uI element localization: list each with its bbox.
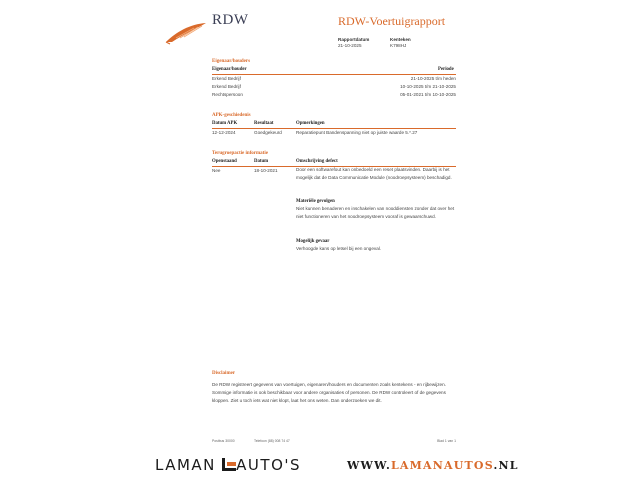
website-suffix: .NL: [493, 459, 519, 472]
apk-section-title: APK-geschiedenis: [212, 113, 251, 118]
kenteken-value: K798HJ: [390, 43, 407, 48]
rapportdatum-value: 21-10-2025: [338, 43, 362, 48]
footer-postbus: Postbus 30000: [212, 439, 235, 443]
owner-row-2-owner: Erkend Bedrijf: [212, 84, 241, 89]
owners-divider: [212, 74, 456, 75]
dealer-name-left: LAMAN: [155, 456, 216, 474]
rapportdatum-label: Rapportdatum: [338, 37, 370, 42]
apk-row-date: 12-12-2024: [212, 130, 236, 135]
rdw-logo-icon: [164, 20, 208, 46]
website-prefix: WWW.: [347, 459, 391, 472]
footer-page: Blad 1 van 1: [437, 439, 456, 443]
owner-row-2-period: 10-10-2025 t/m 21-10-2025: [400, 84, 456, 89]
owners-section-title: Eigenaar/houders: [212, 59, 251, 64]
kenteken-label: Kenteken: [390, 37, 411, 42]
dealer-logo: [155, 456, 301, 474]
apk-col-date: Datum APK: [212, 121, 238, 126]
recall-section-title: Terugroepactie informatie: [212, 151, 268, 156]
recall-damage-title: Materiële gevolgen: [296, 199, 335, 204]
apk-divider: [212, 128, 456, 129]
owners-col-owner: Eigenaar/houder: [212, 67, 247, 72]
apk-row-result: Goedgekeurd: [254, 130, 282, 135]
owner-row-1-period: 21-10-2025 t/m heden: [410, 76, 456, 81]
dealer-banner: [0, 448, 640, 480]
website-name: LAMANAUTOS: [390, 459, 494, 472]
brand-name: RDW: [212, 12, 249, 28]
apk-row-remarks: Reparatiepunt Bandenspanning niet op juiste waarde 5.*.27: [296, 130, 418, 135]
recall-description: Door een softwarefout kan onbedoeld een reset plaatsvinden. Daarbij is het mogelijk dat de Data Communicatie Module (noodroepsysteem) beschadigd.: [296, 167, 452, 180]
recall-danger-text: Verhoogde kans op letsel bij een ongeval.: [296, 246, 382, 251]
recall-date-value: 18-10-2021: [254, 168, 278, 173]
recall-damage-text: Niet kunnen benaderen en inschakelen van nooddiensten zonder dat over het niet functioneren van het noodroepsysteem vooraf is gewaarschuwd.: [296, 206, 455, 219]
recall-col-open: Openstaand: [212, 159, 237, 164]
owner-row-1-owner: Erkend Bedrijf: [212, 76, 241, 81]
recall-col-date: Datum: [254, 159, 269, 164]
dealer-logo-mark-icon: [222, 458, 236, 471]
disclaimer-text: De RDW registreert gegevens van voertuigen, eigenaren/houders en documenten zoals kentekens - en rijbewijzen. Sommige informatie is ook beschikbaar voor andere organisaties of personen. De RDW controleert of de gegevens kloppen. Ziet u toch iets wat niet klopt, laat het ons weten. Dan onderzoeken we dit.: [212, 382, 446, 403]
recall-open-value: Nee: [212, 168, 221, 173]
apk-col-remarks: Opmerkingen: [296, 121, 325, 126]
doc-title: RDW-Voertuigrapport: [338, 14, 446, 28]
recall-danger-title: Mogelijk gevaar: [296, 239, 330, 244]
footer-telefoon: Telefoon (88) 008 74 47: [254, 439, 290, 443]
owners-col-period: Periode: [438, 67, 454, 72]
dealer-name-right: AUTO'S: [236, 456, 302, 474]
dealer-website[interactable]: [347, 459, 519, 472]
recall-col-desc: Omschrijving defect: [296, 159, 338, 164]
owner-row-3-owner: Rechtspersoon: [212, 92, 243, 97]
apk-col-result: Resultaat: [254, 121, 274, 126]
disclaimer-title: Disclaimer: [212, 371, 236, 376]
owner-row-3-period: 05-01-2021 t/m 10-10-2025: [400, 92, 456, 97]
